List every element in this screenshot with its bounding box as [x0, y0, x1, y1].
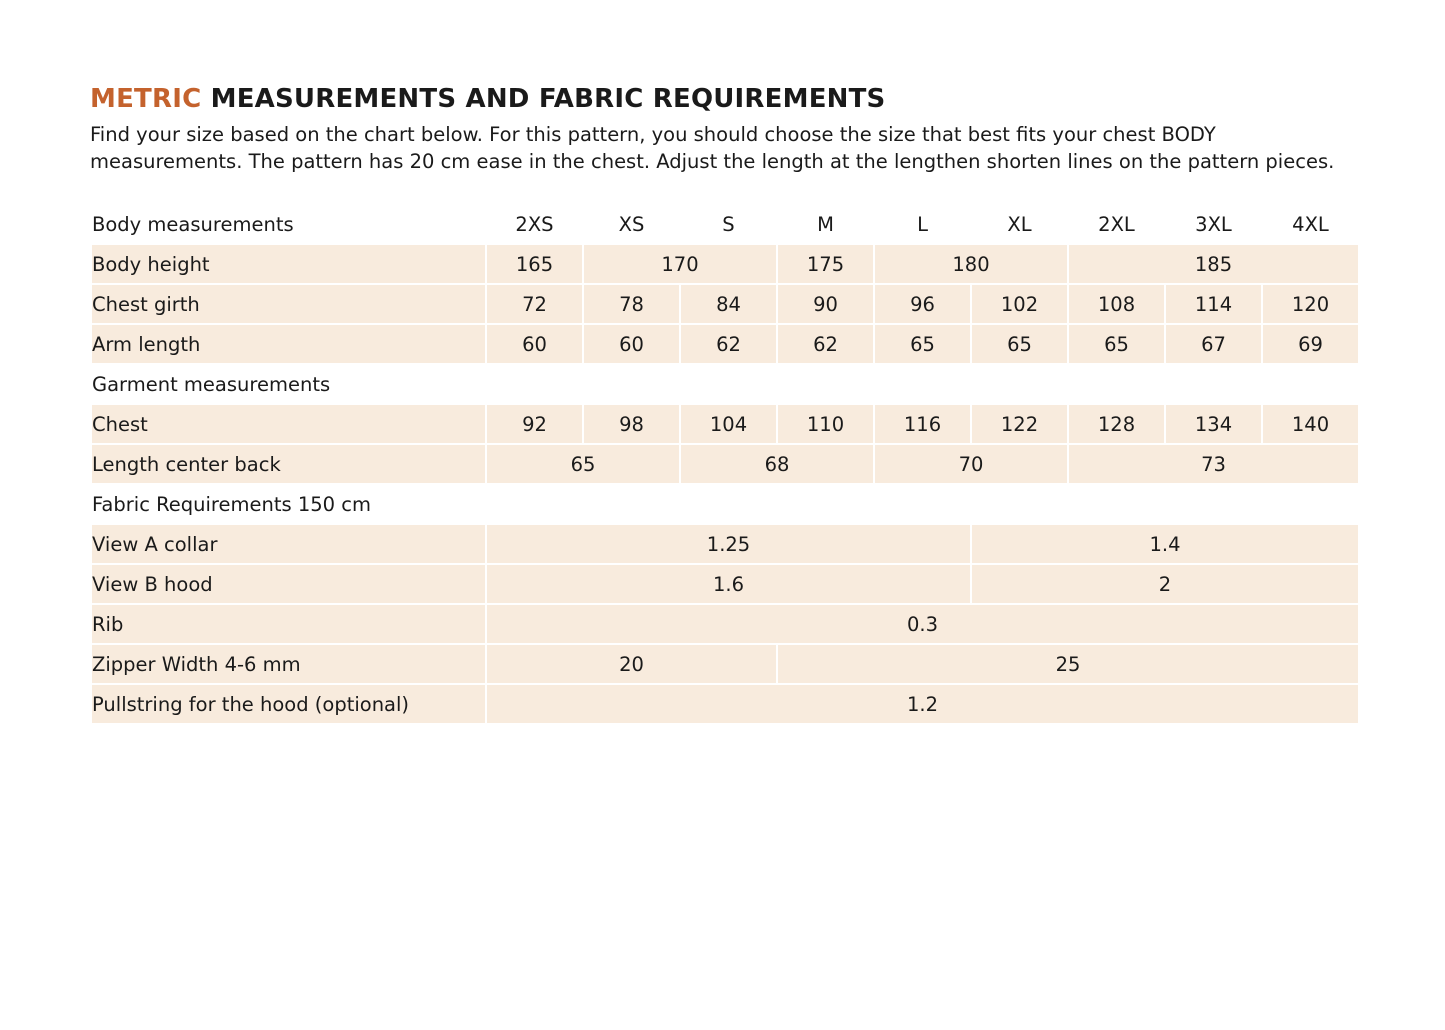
row-value-cell: 134: [1165, 404, 1262, 444]
table-section-heading-row: [91, 364, 1359, 404]
column-header-2xl: 2XL: [1068, 204, 1165, 244]
row-value-cell: 65: [1068, 324, 1165, 364]
section-heading-label: Garment measurements: [91, 364, 486, 404]
column-header-2xs: 2XS: [486, 204, 583, 244]
section-heading-label: Fabric Requirements 150 cm: [91, 484, 486, 524]
table-section-heading-row: [91, 204, 1359, 244]
row-value-cell: 1.2: [486, 684, 1359, 724]
row-label: Chest: [91, 404, 486, 444]
table-row: [91, 604, 1359, 644]
page-title: [90, 85, 1355, 114]
row-value-cell: 175: [777, 244, 874, 284]
column-header-4xl: 4XL: [1262, 204, 1359, 244]
section-heading-filler: [486, 364, 1359, 404]
intro-paragraph: Find your size based on the chart below. For this pattern, you should choose the size that best fits your chest BODY measurements. The pattern has 20 cm ease in the chest. Adjust the length at the lengthen shorten lines on the pattern pieces.: [90, 122, 1335, 173]
row-label: Length center back: [91, 444, 486, 484]
column-header-xl: XL: [971, 204, 1068, 244]
row-value-cell: 180: [874, 244, 1068, 284]
table-row: [91, 684, 1359, 724]
row-value-cell: 70: [874, 444, 1068, 484]
row-value-cell: 110: [777, 404, 874, 444]
row-value-cell: 62: [777, 324, 874, 364]
section-heading-label: Body measurements: [91, 204, 486, 244]
row-value-cell: 116: [874, 404, 971, 444]
table-row: [91, 404, 1359, 444]
row-value-cell: 128: [1068, 404, 1165, 444]
table-row: [91, 324, 1359, 364]
row-value-cell: 104: [680, 404, 777, 444]
row-label: Arm length: [91, 324, 486, 364]
row-value-cell: 2: [971, 564, 1359, 604]
row-label: Body height: [91, 244, 486, 284]
row-value-cell: 78: [583, 284, 680, 324]
row-value-cell: 102: [971, 284, 1068, 324]
row-value-cell: 60: [583, 324, 680, 364]
row-label: Pullstring for the hood (optional): [91, 684, 486, 724]
column-header-m: M: [777, 204, 874, 244]
row-value-cell: 108: [1068, 284, 1165, 324]
table-row: [91, 244, 1359, 284]
row-value-cell: 65: [874, 324, 971, 364]
row-value-cell: 1.6: [486, 564, 971, 604]
row-value-cell: 62: [680, 324, 777, 364]
row-value-cell: 68: [680, 444, 874, 484]
row-value-cell: 185: [1068, 244, 1359, 284]
page-title-accent: METRIC: [90, 84, 202, 114]
row-value-cell: 1.25: [486, 524, 971, 564]
column-header-l: L: [874, 204, 971, 244]
table-row: [91, 564, 1359, 604]
page-title-rest: MEASUREMENTS AND FABRIC REQUIREMENTS: [210, 84, 886, 114]
section-heading-filler: [486, 484, 1359, 524]
row-value-cell: 120: [1262, 284, 1359, 324]
measurements-page: [90, 85, 1355, 725]
row-value-cell: 1.4: [971, 524, 1359, 564]
row-value-cell: 65: [971, 324, 1068, 364]
row-value-cell: 69: [1262, 324, 1359, 364]
row-value-cell: 60: [486, 324, 583, 364]
table-row: [91, 284, 1359, 324]
table-row: [91, 524, 1359, 564]
row-value-cell: 165: [486, 244, 583, 284]
column-header-3xl: 3XL: [1165, 204, 1262, 244]
row-value-cell: 84: [680, 284, 777, 324]
row-value-cell: 25: [777, 644, 1359, 684]
row-value-cell: 170: [583, 244, 777, 284]
table-row: [91, 444, 1359, 484]
table-section-heading-row: [91, 484, 1359, 524]
column-header-xs: XS: [583, 204, 680, 244]
table-body: [91, 204, 1359, 724]
row-value-cell: 96: [874, 284, 971, 324]
row-label: Zipper Width 4-6 mm: [91, 644, 486, 684]
row-value-cell: 73: [1068, 444, 1359, 484]
row-value-cell: 92: [486, 404, 583, 444]
row-value-cell: 122: [971, 404, 1068, 444]
row-label: Rib: [91, 604, 486, 644]
row-value-cell: 65: [486, 444, 680, 484]
measurements-table: [90, 203, 1360, 725]
row-value-cell: 67: [1165, 324, 1262, 364]
row-value-cell: 140: [1262, 404, 1359, 444]
row-value-cell: 98: [583, 404, 680, 444]
row-value-cell: 90: [777, 284, 874, 324]
row-label: View B hood: [91, 564, 486, 604]
row-value-cell: 114: [1165, 284, 1262, 324]
row-label: View A collar: [91, 524, 486, 564]
row-value-cell: 20: [486, 644, 777, 684]
row-label: Chest girth: [91, 284, 486, 324]
row-value-cell: 72: [486, 284, 583, 324]
row-value-cell: 0.3: [486, 604, 1359, 644]
column-header-s: S: [680, 204, 777, 244]
table-row: [91, 644, 1359, 684]
